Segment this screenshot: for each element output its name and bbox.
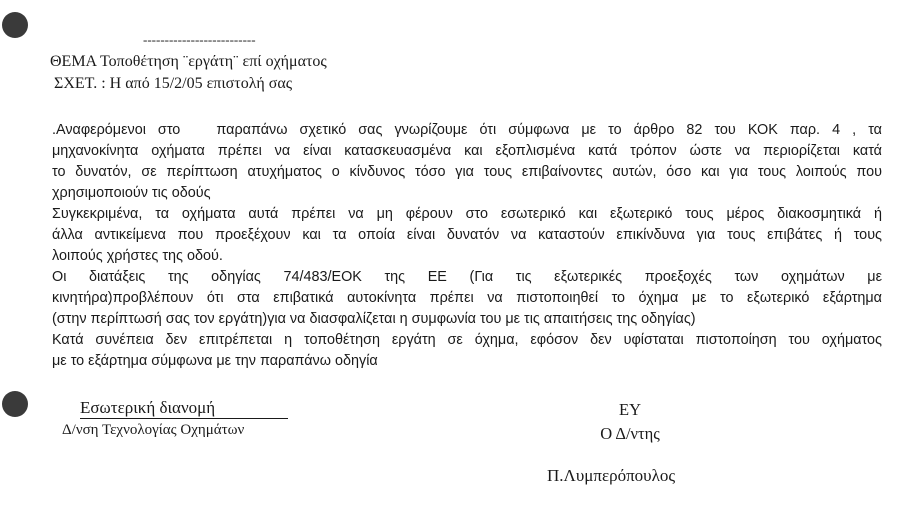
text-line: το δυνατόν, σε περίπτωση ατυχήματος ο κίνδυνος τόσο για τους επιβαίνοντες αυτών, όσο και για τους λοιπούς που xyxy=(52,164,882,180)
signature-block xyxy=(560,398,700,446)
paragraph-1 xyxy=(52,120,882,204)
text-line: (στην περίπτωσή σας τον εργάτη)για να διασφαλίζεται η συμφωνία του με τις απαιτήσεις της οδηγίας) xyxy=(52,311,696,327)
header-dashes: -------------------------- xyxy=(143,32,256,47)
signatory-name: Π.Λυμπερόπουλος xyxy=(547,466,676,485)
distribution-department: Δ/νση Τεχνολογίας Οχημάτων xyxy=(62,422,245,438)
signature-title: Ο Δ/ντης xyxy=(600,424,660,443)
punch-hole-bottom xyxy=(2,391,28,417)
text-line: χρησιμοποιούν τις οδούς xyxy=(52,185,211,201)
internal-distribution xyxy=(62,398,288,439)
letter-body xyxy=(52,120,882,372)
text-line: άλλα αντικείμενα που προεξέχουν και τα οποία είναι δυνατόν να καταστούν επικίνδυνα για τους επιβάτες ή τους xyxy=(52,227,882,243)
subject-block xyxy=(50,51,327,95)
paragraph-2 xyxy=(52,204,882,267)
reference-line: ΣΧΕΤ. : Η από 15/2/05 επιστολή σας xyxy=(50,75,293,92)
text-line: .Αναφερόμενοι στο παραπάνω σχετικό σας γνωρίζουμε ότι σύμφωνα με το άρθρο 82 του ΚΟΚ παρ. 4 , τα xyxy=(52,122,882,138)
text-line: λοιπούς χρήστες της οδού. xyxy=(52,248,223,264)
paragraph-3 xyxy=(52,267,882,330)
distribution-title: Εσωτερική διανομή xyxy=(80,398,288,419)
text-line: κινητήρα)προβλέπουν ότι στα επιβατικά αυτοκίνητα πρέπει να πιστοποιηθεί το όχημα με το εξωτερικό εξάρτημα xyxy=(52,290,882,306)
text-line: με το εξάρτημα σύμφωνα με την παραπάνω οδηγία xyxy=(52,353,378,369)
text-line: μηχανοκίνητα οχήματα πρέπει να είναι κατασκευασμένα και εξοπλισμένα κατά τρόπον ώστε να περιορίζεται κατά xyxy=(52,143,882,159)
punch-hole-top xyxy=(2,12,28,38)
subject-line: ΘΕΜΑ Τοποθέτηση ¨εργάτη¨ επί οχήματος xyxy=(50,53,327,70)
signature-ey: ΕΥ xyxy=(619,400,641,419)
text-line: Κατά συνέπεια δεν επιτρέπεται η τοποθέτηση εργάτη σε όχημα, εφόσον δεν υφίσταται πιστοποίηση του οχήματος xyxy=(52,332,882,348)
paragraph-4 xyxy=(52,330,882,372)
text-line: Οι διατάξεις της οδηγίας 74/483/ΕΟΚ της ΕΕ (Για τις εξωτερικές προεξοχές των οχημάτων με xyxy=(52,269,882,285)
text-line: Συγκεκριμένα, τα οχήματα αυτά πρέπει να μη φέρουν στο εσωτερικό και εξωτερικό τους μέρος διακοσμητικά ή xyxy=(52,206,882,222)
